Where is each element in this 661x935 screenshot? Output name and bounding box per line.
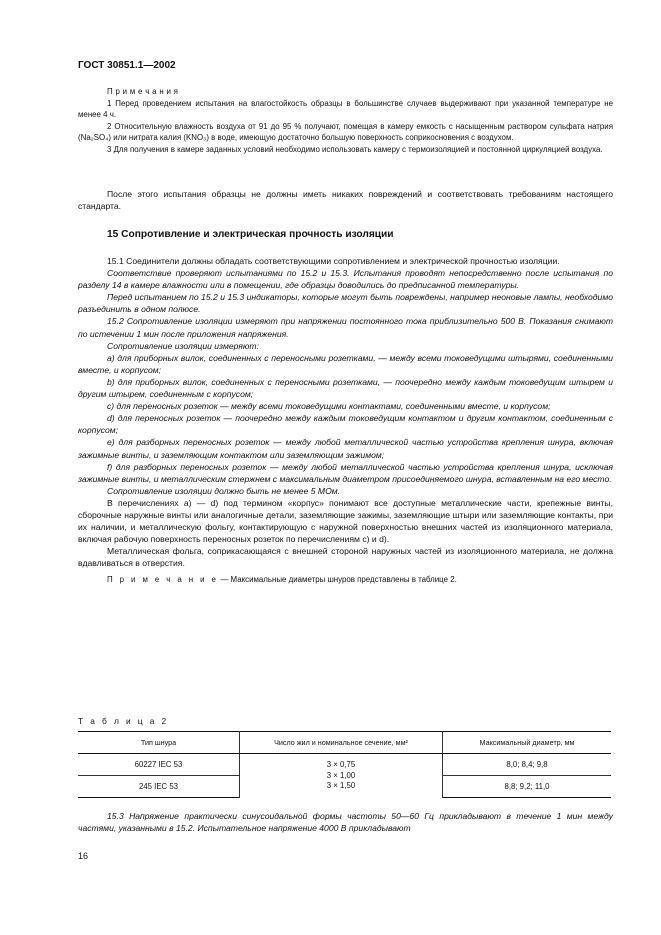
notes-title: П р и м е ч а н и я bbox=[107, 87, 179, 96]
note-3: 3 Для получения в камере заданных условий необходимо использовать камеру с термоизоляцией и постоянной циркуляцией воздуха. bbox=[107, 144, 603, 154]
para-corpus-definition: В перечислениях а) — d) под термином «корпус» понимают все доступные металлические части, крепежные винты, сборочные наружные винты или аналогичные детали, заземляющие зажимы, заземляющие штыри или заземляющие контакты, при их наличии, и металлическую фольгу, контактирующую с наружной поверхностью внешних частей из изоляционного материала, включая рабочую поверхность переносных розеток по перечислениям с) и d). bbox=[78, 497, 613, 545]
document-code: ГОСТ 30851.1—2002 bbox=[78, 60, 176, 71]
note-table-ref bbox=[78, 574, 613, 586]
note-text: — Максимальные диаметры шнуров представлены в таблице 2. bbox=[218, 575, 457, 585]
cord-table bbox=[78, 731, 611, 798]
list-item-e: e) для разборных переносных розеток — между любой металлической частью устройства крепления шнура, включая зажимные винты, и заземляющим контактом или заземляющим зажимом; bbox=[78, 437, 613, 460]
para-foil: Металлическая фольга, соприкасающаяся с внешней стороной наружных частей из изоляционного материала, не должна вдавливаться в отверстия. bbox=[78, 546, 613, 569]
para-15-2: 15.2 Сопротивление изоляции измеряют при напряжении постоянного тока приблизительно 500 В. Показания снимают по истечении 1 мин после приложения напряжения. bbox=[78, 316, 613, 339]
section-body bbox=[78, 255, 613, 586]
note-label: П р и м е ч а н и е bbox=[107, 575, 219, 585]
table-row bbox=[78, 754, 611, 776]
cell-cores bbox=[240, 754, 443, 798]
cell-max-diameter: 8,0; 8,4; 9,8 bbox=[443, 754, 612, 776]
after-notes-paragraph: После этого испытания образцы не должны иметь никаких повреждений и соответствовать требованиям настоящего стандарта. bbox=[78, 189, 613, 212]
para-measure-intro: Сопротивление изоляции измеряют: bbox=[107, 340, 259, 351]
cell-cord-type: 60227 IEC 53 bbox=[78, 754, 240, 776]
notes-block bbox=[78, 86, 613, 156]
para-15-3: 15.3 Напряжение практически синусоидальной формы частоты 50—60 Гц прикладывают в течение 1 мин между частями, указанными в 15.2. Испытательное напряжение 4000 В прикладывают bbox=[78, 811, 613, 834]
page-number: 16 bbox=[78, 851, 89, 861]
core-value: 3 × 1,50 bbox=[326, 781, 356, 790]
header-cores-section: Число жил и номинальное сечение, мм² bbox=[240, 732, 443, 754]
para-compliance: Соответствие проверяют испытаниями по 15.2 и 15.3. Испытания проводят непосредственно после испытания по разделу 14 в камере влажности или в помещении, где образцы доводились до предписанной температуры. bbox=[78, 268, 613, 291]
header-max-diameter: Максимальный диаметр, мм bbox=[443, 732, 612, 754]
list-item-d: d) для переносных розеток — поочередно между каждым токоведущим контактом и другим контактом, соединенным с корпусом; bbox=[78, 413, 613, 436]
core-value: 3 × 1,00 bbox=[326, 770, 356, 780]
list-item-c: c) для переносных розеток — между всеми токоведущими контактами, соединенными вместе, и корпусом; bbox=[107, 401, 551, 412]
list-item-a: a) для приборных вилок, соединенных с переносными розетками, — между всеми токоведущими штырями, соединенными вместе, и корпусом; bbox=[78, 352, 613, 375]
table-caption: Т а б л и ц а 2 bbox=[78, 716, 169, 726]
core-value: 3 × 0,75 bbox=[326, 760, 356, 769]
header-cord-type: Тип шнура bbox=[78, 732, 240, 754]
note-1: 1 Перед проведением испытания на влагостойкость образцы в большинстве случаев выдерживают при указанной температуре не менее 4 ч. bbox=[78, 98, 613, 120]
table-header-row bbox=[78, 732, 611, 754]
note-2: 2 Относительную влажность воздуха от 91 до 95 % получают, помещая в камеру емкость с насыщенным раствором сульфата натрия (Na₂SO₄) или нитрата калия (KNO₃) в воде, имеющую достаточно большую поверхность соприкосновения с воздухом. bbox=[78, 121, 613, 143]
section-heading: 15 Сопротивление и электрическая прочность изоляции bbox=[107, 229, 394, 240]
cell-cord-type: 245 IEC 53 bbox=[78, 776, 240, 798]
list-item-b: b) для приборных вилок, соединенных с переносными розетками, — поочередно между каждым токоведущим штырем и другим штырем, соединенным с корпусом; bbox=[78, 376, 613, 400]
para-indicators: Перед испытанием по 15.2 и 15.3 индикаторы, которые могут быть повреждены, например неоновые лампы, необходимо разъединить в одном полюсе. bbox=[78, 292, 613, 315]
cell-max-diameter: 8,8; 9,2; 11,0 bbox=[443, 776, 612, 798]
para-15-1: 15.1 Соединители должны обладать соответствующими сопротивлением и электрической прочностью изоляции. bbox=[107, 256, 560, 266]
para-min-resistance: Сопротивление изоляции должно быть не менее 5 МОм. bbox=[107, 485, 341, 496]
list-item-f: f) для разборных переносных розеток — между любой металлической частью устройства крепления шнура, исключая зажимные винты, и металлическим стержнем с максимальным диаметром присоединяемого шнура, вставленным на его место. bbox=[78, 461, 613, 484]
